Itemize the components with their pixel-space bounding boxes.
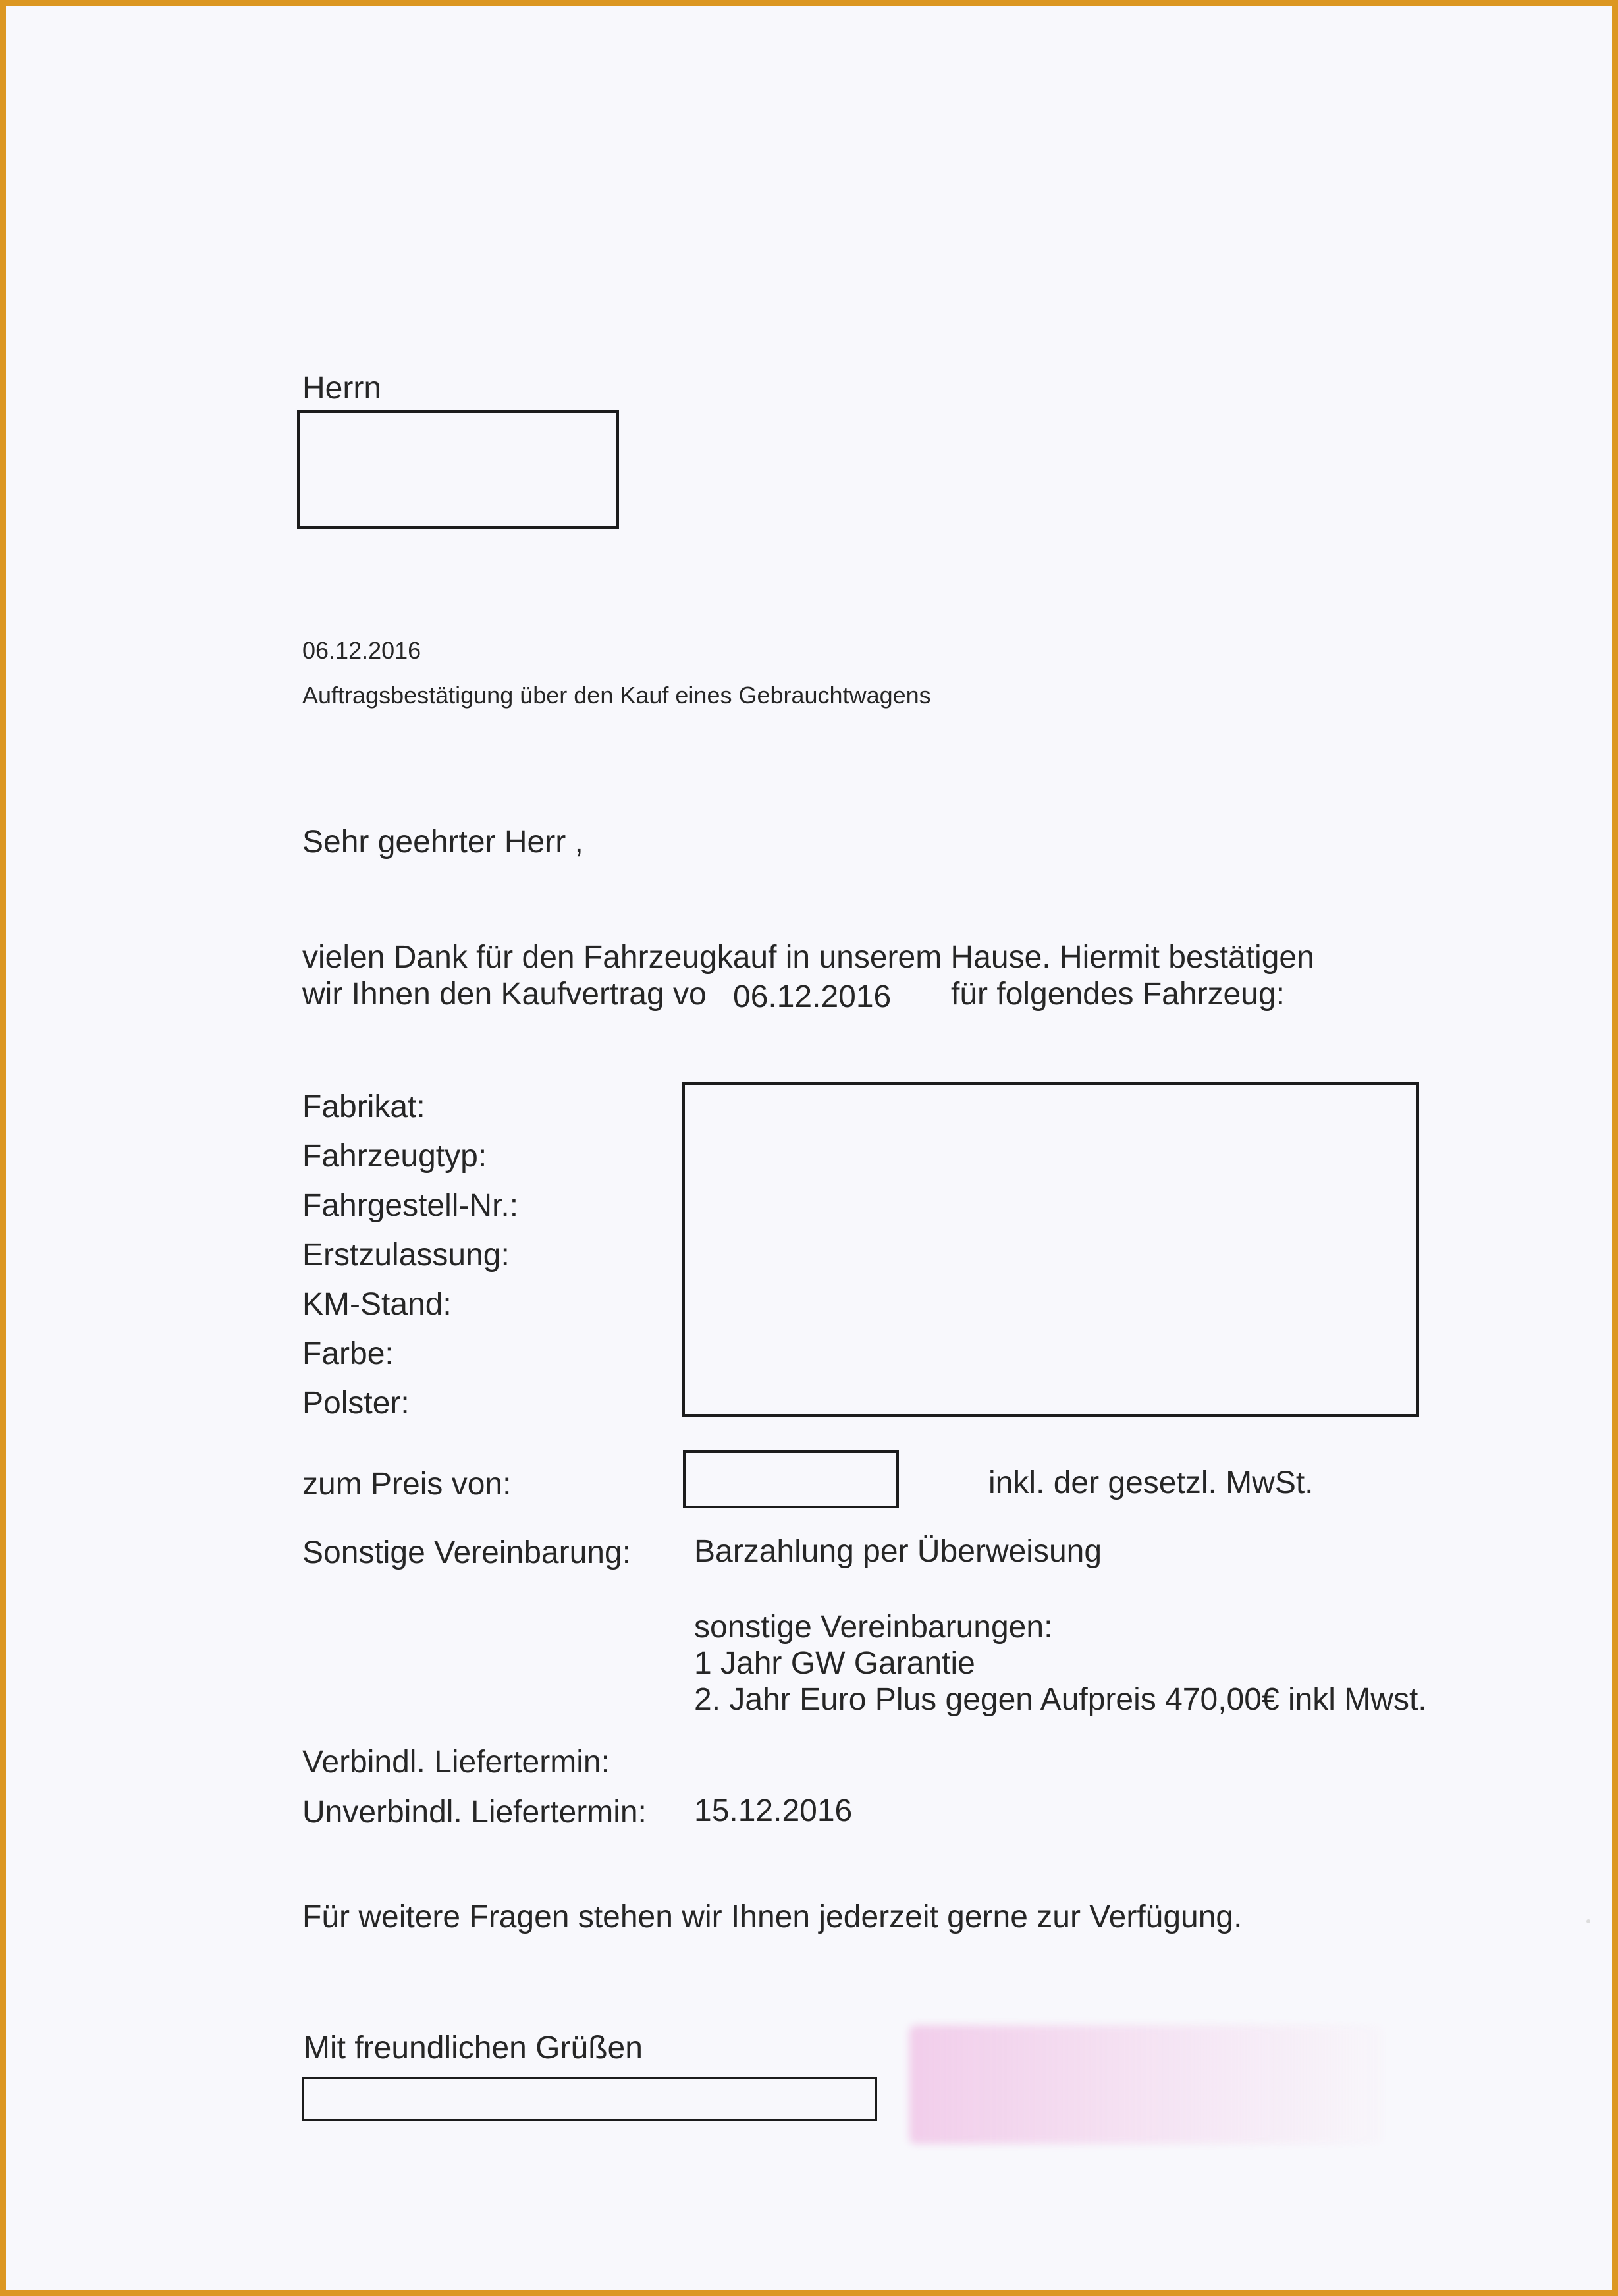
vehicle-field-labels xyxy=(302,1088,518,1434)
vehicle-details-box xyxy=(682,1082,1419,1417)
greeting: Sehr geehrter Herr , xyxy=(302,825,583,860)
other-agreement-label: Sonstige Vereinbarung: xyxy=(302,1535,632,1570)
intro-line-2-prefix: wir Ihnen den Kaufvertrag vo xyxy=(302,977,707,1012)
other-agreement-line-2: 1 Jahr GW Garantie xyxy=(694,1646,975,1681)
price-tax-note: inkl. der gesetzl. MwSt. xyxy=(988,1465,1314,1500)
scan-speck xyxy=(1586,1919,1590,1923)
other-agreement-line-1: sonstige Vereinbarungen: xyxy=(694,1610,1053,1645)
label-fahrzeugtyp: Fahrzeugtyp: xyxy=(302,1139,487,1174)
pink-stamp-mark xyxy=(909,2025,1384,2144)
closing-phrase: Mit freundlichen Grüßen xyxy=(304,2031,643,2065)
binding-delivery-label: Verbindl. Liefertermin: xyxy=(302,1745,610,1780)
label-fabrikat: Fabrikat: xyxy=(302,1089,425,1124)
closing-question: Für weitere Fragen stehen wir Ihnen jederzeit gerne zur Verfügung. xyxy=(302,1900,1243,1934)
letter-date: 06.12.2016 xyxy=(302,637,421,664)
recipient-address-box xyxy=(297,410,619,529)
contract-date: 06.12.2016 xyxy=(732,978,891,1016)
intro-line-2-suffix: für folgendes Fahrzeug: xyxy=(951,977,1285,1012)
recipient-salutation: Herrn xyxy=(302,371,382,406)
nonbinding-delivery-label: Unverbindl. Liefertermin: xyxy=(302,1795,647,1830)
payment-method: Barzahlung per Überweisung xyxy=(694,1534,1102,1569)
price-box xyxy=(683,1450,899,1508)
letter-subject: Auftragsbestätigung über den Kauf eines Gebrauchtwagens xyxy=(302,682,931,709)
intro-line-1: vielen Dank für den Fahrzeugkauf in unserem Hause. Hiermit bestätigen xyxy=(302,940,1314,975)
label-polster: Polster: xyxy=(302,1386,410,1421)
label-farbe: Farbe: xyxy=(302,1336,394,1371)
label-fahrgestell-nr: Fahrgestell-Nr.: xyxy=(302,1188,519,1223)
label-km-stand: KM-Stand: xyxy=(302,1287,452,1322)
label-erstzulassung: Erstzulassung: xyxy=(302,1238,510,1272)
signature-box xyxy=(302,2077,877,2121)
price-label: zum Preis von: xyxy=(302,1467,512,1502)
other-agreement-line-3: 2. Jahr Euro Plus gegen Aufpreis 470,00€ inkl Mwst. xyxy=(694,1682,1427,1717)
nonbinding-delivery-date: 15.12.2016 xyxy=(694,1793,853,1828)
